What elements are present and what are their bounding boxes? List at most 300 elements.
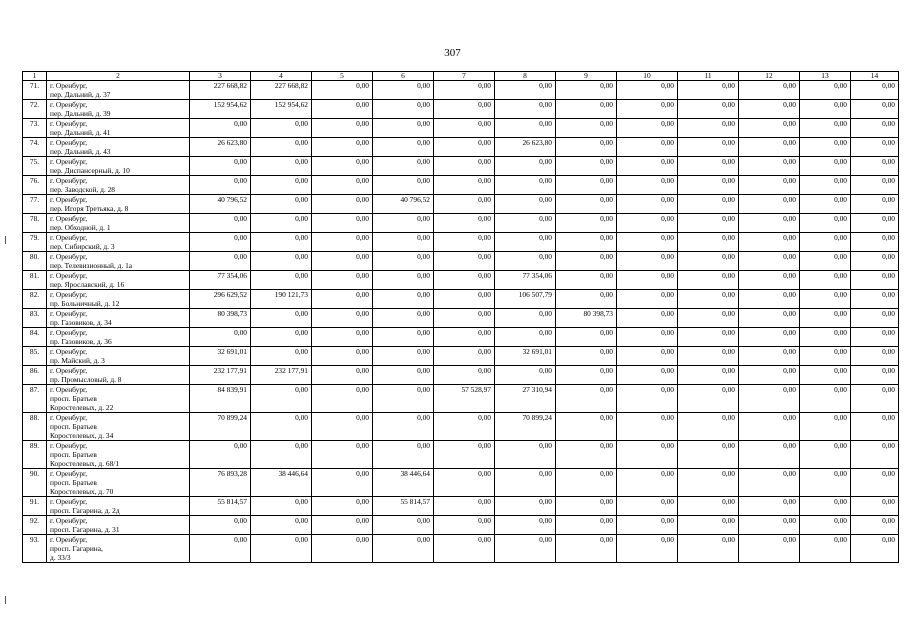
- value-cell-col-3: 0,00: [190, 535, 251, 563]
- value-cell-col-10: 0,00: [617, 176, 678, 195]
- value-cell-col-8: 0,00: [495, 214, 556, 233]
- value-cell-col-9: 0,00: [556, 214, 617, 233]
- value-cell-col-4: 0,00: [251, 309, 312, 328]
- value-cell-col-4: 0,00: [251, 195, 312, 214]
- value-cell-col-11: 0,00: [678, 195, 739, 214]
- value-cell-col-8: 0,00: [495, 328, 556, 347]
- value-cell-col-10: 0,00: [617, 347, 678, 366]
- value-cell-col-4: 0,00: [251, 347, 312, 366]
- value-cell-col-13: 0,00: [800, 81, 851, 100]
- address-line: просп. Братьев: [50, 478, 97, 487]
- value-cell-col-14: 0,00: [851, 157, 899, 176]
- table-row: [23, 441, 899, 469]
- address-line: просп. Гагарина,: [50, 544, 103, 553]
- value-cell-col-12: 0,00: [739, 516, 800, 535]
- value-cell-col-7: 0,00: [434, 271, 495, 290]
- row-number: 93.: [23, 535, 47, 563]
- value-cell-col-14: 0,00: [851, 271, 899, 290]
- value-cell-col-6: 0,00: [373, 81, 434, 100]
- row-number: 82.: [23, 290, 47, 309]
- address-cell: [47, 252, 190, 271]
- address-line: пр. Газовиков, д. 34: [50, 318, 112, 327]
- value-cell-col-7: 0,00: [434, 138, 495, 157]
- value-cell-col-8: 0,00: [495, 516, 556, 535]
- value-cell-col-11: 0,00: [678, 290, 739, 309]
- value-cell-col-6: 0,00: [373, 309, 434, 328]
- address-cell: [47, 157, 190, 176]
- value-cell-col-5: 0,00: [312, 138, 373, 157]
- address-line: пер. Обходной, д. 1: [50, 223, 111, 232]
- value-cell-col-12: 0,00: [739, 497, 800, 516]
- value-cell-col-9: 0,00: [556, 328, 617, 347]
- value-cell-col-13: 0,00: [800, 347, 851, 366]
- value-cell-col-13: 0,00: [800, 252, 851, 271]
- value-cell-col-6: 0,00: [373, 176, 434, 195]
- value-cell-col-6: 55 814,57: [373, 497, 434, 516]
- value-cell-col-3: 0,00: [190, 157, 251, 176]
- value-cell-col-5: 0,00: [312, 100, 373, 119]
- value-cell-col-9: 0,00: [556, 516, 617, 535]
- address-line: г. Оренбург,: [50, 195, 88, 204]
- table-row: [23, 385, 899, 413]
- value-cell-col-4: 0,00: [251, 441, 312, 469]
- address-cell: [47, 309, 190, 328]
- value-cell-col-7: 0,00: [434, 290, 495, 309]
- column-header-4: 4: [251, 72, 312, 81]
- column-header-3: 3: [190, 72, 251, 81]
- value-cell-col-6: 0,00: [373, 413, 434, 441]
- value-cell-col-7: 0,00: [434, 347, 495, 366]
- address-cell: [47, 385, 190, 413]
- value-cell-col-10: 0,00: [617, 366, 678, 385]
- value-cell-col-8: 0,00: [495, 366, 556, 385]
- address-line: Коростелевых, д. 68/1: [50, 459, 120, 468]
- value-cell-col-4: 0,00: [251, 252, 312, 271]
- value-cell-col-13: 0,00: [800, 469, 851, 497]
- value-cell-col-3: 40 796,52: [190, 195, 251, 214]
- value-cell-col-13: 0,00: [800, 366, 851, 385]
- value-cell-col-14: 0,00: [851, 233, 899, 252]
- table-row: [23, 535, 899, 563]
- address-cell: [47, 469, 190, 497]
- value-cell-col-8: 27 310,94: [495, 385, 556, 413]
- row-number: 71.: [23, 81, 47, 100]
- value-cell-col-10: 0,00: [617, 138, 678, 157]
- value-cell-col-9: 0,00: [556, 100, 617, 119]
- value-cell-col-7: 0,00: [434, 328, 495, 347]
- value-cell-col-3: 0,00: [190, 328, 251, 347]
- address-line: г. Оренбург,: [50, 366, 88, 375]
- value-cell-col-13: 0,00: [800, 328, 851, 347]
- address-line: г. Оренбург,: [50, 516, 88, 525]
- value-cell-col-12: 0,00: [739, 138, 800, 157]
- value-cell-col-14: 0,00: [851, 535, 899, 563]
- address-line: пер. Ярославский, д. 16: [50, 280, 125, 289]
- value-cell-col-3: 32 691,01: [190, 347, 251, 366]
- value-cell-col-10: 0,00: [617, 195, 678, 214]
- address-line: пер. Заводской, д. 28: [50, 185, 115, 194]
- value-cell-col-10: 0,00: [617, 535, 678, 563]
- value-cell-col-9: 80 398,73: [556, 309, 617, 328]
- value-cell-col-5: 0,00: [312, 81, 373, 100]
- value-cell-col-9: 0,00: [556, 497, 617, 516]
- value-cell-col-12: 0,00: [739, 469, 800, 497]
- row-number: 75.: [23, 157, 47, 176]
- table-row: [23, 290, 899, 309]
- address-cell: [47, 366, 190, 385]
- value-cell-col-9: 0,00: [556, 271, 617, 290]
- table-row: [23, 195, 899, 214]
- address-line: г. Оренбург,: [50, 413, 88, 422]
- table-row: [23, 516, 899, 535]
- address-line: г. Оренбург,: [50, 385, 88, 394]
- value-cell-col-11: 0,00: [678, 252, 739, 271]
- value-cell-col-7: 0,00: [434, 157, 495, 176]
- value-cell-col-5: 0,00: [312, 516, 373, 535]
- address-cell: [47, 119, 190, 138]
- address-line: г. Оренбург,: [50, 290, 88, 299]
- value-cell-col-8: 0,00: [495, 157, 556, 176]
- value-cell-col-5: 0,00: [312, 176, 373, 195]
- value-cell-col-3: 227 668,82: [190, 81, 251, 100]
- value-cell-col-7: 0,00: [434, 195, 495, 214]
- address-line: г. Оренбург,: [50, 328, 88, 337]
- column-header-5: 5: [312, 72, 373, 81]
- address-cell: [47, 347, 190, 366]
- value-cell-col-13: 0,00: [800, 119, 851, 138]
- address-line: пер. Дальний, д. 41: [50, 128, 111, 137]
- column-header-2: 2: [47, 72, 190, 81]
- address-line: г. Оренбург,: [50, 157, 88, 166]
- value-cell-col-9: 0,00: [556, 119, 617, 138]
- row-number: 90.: [23, 469, 47, 497]
- value-cell-col-6: 0,00: [373, 138, 434, 157]
- value-cell-col-10: 0,00: [617, 214, 678, 233]
- column-header-10: 10: [617, 72, 678, 81]
- value-cell-col-11: 0,00: [678, 469, 739, 497]
- address-line: просп. Братьев: [50, 450, 97, 459]
- value-cell-col-10: 0,00: [617, 252, 678, 271]
- address-line: г. Оренбург,: [50, 119, 88, 128]
- value-cell-col-6: 0,00: [373, 214, 434, 233]
- address-line: пер. Дальний, д. 39: [50, 109, 111, 118]
- value-cell-col-7: 0,00: [434, 119, 495, 138]
- value-cell-col-3: 232 177,91: [190, 366, 251, 385]
- register-table: [22, 71, 899, 563]
- value-cell-col-9: 0,00: [556, 366, 617, 385]
- value-cell-col-5: 0,00: [312, 157, 373, 176]
- value-cell-col-12: 0,00: [739, 81, 800, 100]
- address-cell: [47, 441, 190, 469]
- value-cell-col-12: 0,00: [739, 413, 800, 441]
- value-cell-col-9: 0,00: [556, 441, 617, 469]
- value-cell-col-9: 0,00: [556, 290, 617, 309]
- value-cell-col-13: 0,00: [800, 516, 851, 535]
- value-cell-col-11: 0,00: [678, 138, 739, 157]
- value-cell-col-10: 0,00: [617, 290, 678, 309]
- value-cell-col-12: 0,00: [739, 385, 800, 413]
- table-row: [23, 252, 899, 271]
- value-cell-col-11: 0,00: [678, 157, 739, 176]
- value-cell-col-4: 0,00: [251, 176, 312, 195]
- value-cell-col-11: 0,00: [678, 497, 739, 516]
- value-cell-col-12: 0,00: [739, 157, 800, 176]
- value-cell-col-13: 0,00: [800, 100, 851, 119]
- column-header-14: 14: [851, 72, 899, 81]
- value-cell-col-9: 0,00: [556, 233, 617, 252]
- address-cell: [47, 233, 190, 252]
- value-cell-col-3: 0,00: [190, 441, 251, 469]
- row-number: 91.: [23, 497, 47, 516]
- address-line: г. Оренбург,: [50, 347, 88, 356]
- value-cell-col-8: 106 507,79: [495, 290, 556, 309]
- value-cell-col-11: 0,00: [678, 100, 739, 119]
- value-cell-col-14: 0,00: [851, 119, 899, 138]
- value-cell-col-9: 0,00: [556, 81, 617, 100]
- address-cell: [47, 176, 190, 195]
- value-cell-col-5: 0,00: [312, 119, 373, 138]
- value-cell-col-7: 0,00: [434, 497, 495, 516]
- value-cell-col-3: 152 954,62: [190, 100, 251, 119]
- table-row: [23, 119, 899, 138]
- value-cell-col-7: 0,00: [434, 81, 495, 100]
- value-cell-col-9: 0,00: [556, 385, 617, 413]
- value-cell-col-14: 0,00: [851, 214, 899, 233]
- table-row: [23, 233, 899, 252]
- column-header-11: 11: [678, 72, 739, 81]
- value-cell-col-14: 0,00: [851, 516, 899, 535]
- value-cell-col-6: 0,00: [373, 366, 434, 385]
- address-cell: [47, 81, 190, 100]
- value-cell-col-12: 0,00: [739, 271, 800, 290]
- address-cell: [47, 290, 190, 309]
- value-cell-col-3: 296 629,52: [190, 290, 251, 309]
- value-cell-col-6: 0,00: [373, 385, 434, 413]
- value-cell-col-13: 0,00: [800, 271, 851, 290]
- value-cell-col-8: 0,00: [495, 119, 556, 138]
- value-cell-col-12: 0,00: [739, 535, 800, 563]
- value-cell-col-11: 0,00: [678, 535, 739, 563]
- value-cell-col-4: 0,00: [251, 535, 312, 563]
- table-row: [23, 366, 899, 385]
- value-cell-col-14: 0,00: [851, 347, 899, 366]
- value-cell-col-9: 0,00: [556, 469, 617, 497]
- value-cell-col-6: 0,00: [373, 100, 434, 119]
- value-cell-col-11: 0,00: [678, 176, 739, 195]
- value-cell-col-11: 0,00: [678, 214, 739, 233]
- value-cell-col-4: 227 668,82: [251, 81, 312, 100]
- value-cell-col-5: 0,00: [312, 328, 373, 347]
- address-cell: [47, 214, 190, 233]
- address-line: г. Оренбург,: [50, 252, 88, 261]
- table-row: [23, 157, 899, 176]
- value-cell-col-3: 84 839,91: [190, 385, 251, 413]
- value-cell-col-14: 0,00: [851, 195, 899, 214]
- value-cell-col-11: 0,00: [678, 81, 739, 100]
- table-row: [23, 347, 899, 366]
- value-cell-col-10: 0,00: [617, 328, 678, 347]
- header-row: [23, 72, 899, 81]
- value-cell-col-10: 0,00: [617, 497, 678, 516]
- value-cell-col-4: 38 446,64: [251, 469, 312, 497]
- row-number: 74.: [23, 138, 47, 157]
- address-line: Коростелевых, д. 22: [50, 403, 114, 412]
- address-line: г. Оренбург,: [50, 81, 88, 90]
- margin-mark: [5, 596, 6, 604]
- value-cell-col-4: 190 121,73: [251, 290, 312, 309]
- address-line: Коростелевых, д. 70: [50, 487, 114, 496]
- value-cell-col-6: 0,00: [373, 119, 434, 138]
- row-number: 76.: [23, 176, 47, 195]
- value-cell-col-4: 152 954,62: [251, 100, 312, 119]
- value-cell-col-7: 0,00: [434, 176, 495, 195]
- value-cell-col-4: 0,00: [251, 413, 312, 441]
- value-cell-col-8: 32 691,01: [495, 347, 556, 366]
- value-cell-col-7: 0,00: [434, 535, 495, 563]
- address-line: пер. Игоря Третьяка, д. 8: [50, 204, 129, 213]
- value-cell-col-5: 0,00: [312, 252, 373, 271]
- value-cell-col-10: 0,00: [617, 385, 678, 413]
- table-row: [23, 271, 899, 290]
- address-cell: [47, 100, 190, 119]
- value-cell-col-7: 0,00: [434, 214, 495, 233]
- value-cell-col-3: 0,00: [190, 252, 251, 271]
- value-cell-col-13: 0,00: [800, 138, 851, 157]
- address-line: пер. Дальний, д. 43: [50, 147, 111, 156]
- value-cell-col-5: 0,00: [312, 413, 373, 441]
- row-number: 92.: [23, 516, 47, 535]
- value-cell-col-14: 0,00: [851, 469, 899, 497]
- address-line: пр. Майский, д. 3: [50, 356, 105, 365]
- value-cell-col-5: 0,00: [312, 535, 373, 563]
- value-cell-col-5: 0,00: [312, 441, 373, 469]
- value-cell-col-7: 0,00: [434, 252, 495, 271]
- page-number: 307: [444, 47, 461, 59]
- table-row: [23, 328, 899, 347]
- value-cell-col-12: 0,00: [739, 176, 800, 195]
- address-cell: [47, 497, 190, 516]
- value-cell-col-13: 0,00: [800, 176, 851, 195]
- value-cell-col-13: 0,00: [800, 413, 851, 441]
- value-cell-col-3: 0,00: [190, 516, 251, 535]
- value-cell-col-10: 0,00: [617, 271, 678, 290]
- value-cell-col-14: 0,00: [851, 328, 899, 347]
- value-cell-col-8: 0,00: [495, 252, 556, 271]
- value-cell-col-13: 0,00: [800, 195, 851, 214]
- table-row: [23, 100, 899, 119]
- value-cell-col-11: 0,00: [678, 309, 739, 328]
- value-cell-col-6: 0,00: [373, 535, 434, 563]
- value-cell-col-14: 0,00: [851, 441, 899, 469]
- value-cell-col-8: 0,00: [495, 309, 556, 328]
- value-cell-col-8: 0,00: [495, 100, 556, 119]
- column-header-1: 1: [23, 72, 47, 81]
- value-cell-col-13: 0,00: [800, 214, 851, 233]
- table-row: [23, 413, 899, 441]
- row-number: 73.: [23, 119, 47, 138]
- value-cell-col-8: 0,00: [495, 535, 556, 563]
- value-cell-col-6: 0,00: [373, 441, 434, 469]
- address-cell: [47, 138, 190, 157]
- address-line: пер. Диспансерный, д. 10: [50, 166, 130, 175]
- value-cell-col-14: 0,00: [851, 497, 899, 516]
- value-cell-col-4: 0,00: [251, 271, 312, 290]
- value-cell-col-10: 0,00: [617, 157, 678, 176]
- value-cell-col-14: 0,00: [851, 252, 899, 271]
- value-cell-col-6: 0,00: [373, 157, 434, 176]
- value-cell-col-4: 232 177,91: [251, 366, 312, 385]
- value-cell-col-10: 0,00: [617, 441, 678, 469]
- value-cell-col-8: 26 623,80: [495, 138, 556, 157]
- value-cell-col-14: 0,00: [851, 309, 899, 328]
- address-line: просп. Гагарина, д. 2д: [50, 506, 120, 515]
- address-cell: [47, 328, 190, 347]
- value-cell-col-8: 0,00: [495, 176, 556, 195]
- table-row: [23, 138, 899, 157]
- column-header-13: 13: [800, 72, 851, 81]
- table-row: [23, 469, 899, 497]
- value-cell-col-6: 0,00: [373, 252, 434, 271]
- row-number: 81.: [23, 271, 47, 290]
- address-cell: [47, 271, 190, 290]
- value-cell-col-11: 0,00: [678, 328, 739, 347]
- value-cell-col-9: 0,00: [556, 176, 617, 195]
- value-cell-col-13: 0,00: [800, 309, 851, 328]
- value-cell-col-13: 0,00: [800, 290, 851, 309]
- value-cell-col-14: 0,00: [851, 385, 899, 413]
- row-number: 79.: [23, 233, 47, 252]
- value-cell-col-7: 0,00: [434, 100, 495, 119]
- value-cell-col-8: 0,00: [495, 497, 556, 516]
- value-cell-col-7: 0,00: [434, 516, 495, 535]
- margin-mark: [5, 236, 6, 244]
- table-row: [23, 214, 899, 233]
- row-number: 87.: [23, 385, 47, 413]
- value-cell-col-12: 0,00: [739, 328, 800, 347]
- value-cell-col-7: 0,00: [434, 413, 495, 441]
- value-cell-col-8: 0,00: [495, 81, 556, 100]
- value-cell-col-4: 0,00: [251, 233, 312, 252]
- value-cell-col-8: 70 899,24: [495, 413, 556, 441]
- table-body: [23, 81, 899, 563]
- value-cell-col-8: 77 354,06: [495, 271, 556, 290]
- address-line: г. Оренбург,: [50, 100, 88, 109]
- value-cell-col-10: 0,00: [617, 309, 678, 328]
- address-line: Коростелевых, д. 34: [50, 431, 114, 440]
- value-cell-col-3: 0,00: [190, 176, 251, 195]
- value-cell-col-9: 0,00: [556, 157, 617, 176]
- value-cell-col-12: 0,00: [739, 100, 800, 119]
- table-row: [23, 497, 899, 516]
- address-cell: [47, 413, 190, 441]
- table-row: [23, 176, 899, 195]
- value-cell-col-6: 0,00: [373, 516, 434, 535]
- address-line: г. Оренбург,: [50, 214, 88, 223]
- value-cell-col-11: 0,00: [678, 385, 739, 413]
- value-cell-col-11: 0,00: [678, 516, 739, 535]
- value-cell-col-7: 0,00: [434, 309, 495, 328]
- value-cell-col-4: 0,00: [251, 328, 312, 347]
- address-line: просп. Братьев: [50, 394, 97, 403]
- value-cell-col-10: 0,00: [617, 233, 678, 252]
- value-cell-col-11: 0,00: [678, 441, 739, 469]
- address-cell: [47, 535, 190, 563]
- address-line: просп. Гагарина, д. 31: [50, 525, 120, 534]
- value-cell-col-12: 0,00: [739, 252, 800, 271]
- value-cell-col-13: 0,00: [800, 535, 851, 563]
- address-line: г. Оренбург,: [50, 441, 88, 450]
- row-number: 80.: [23, 252, 47, 271]
